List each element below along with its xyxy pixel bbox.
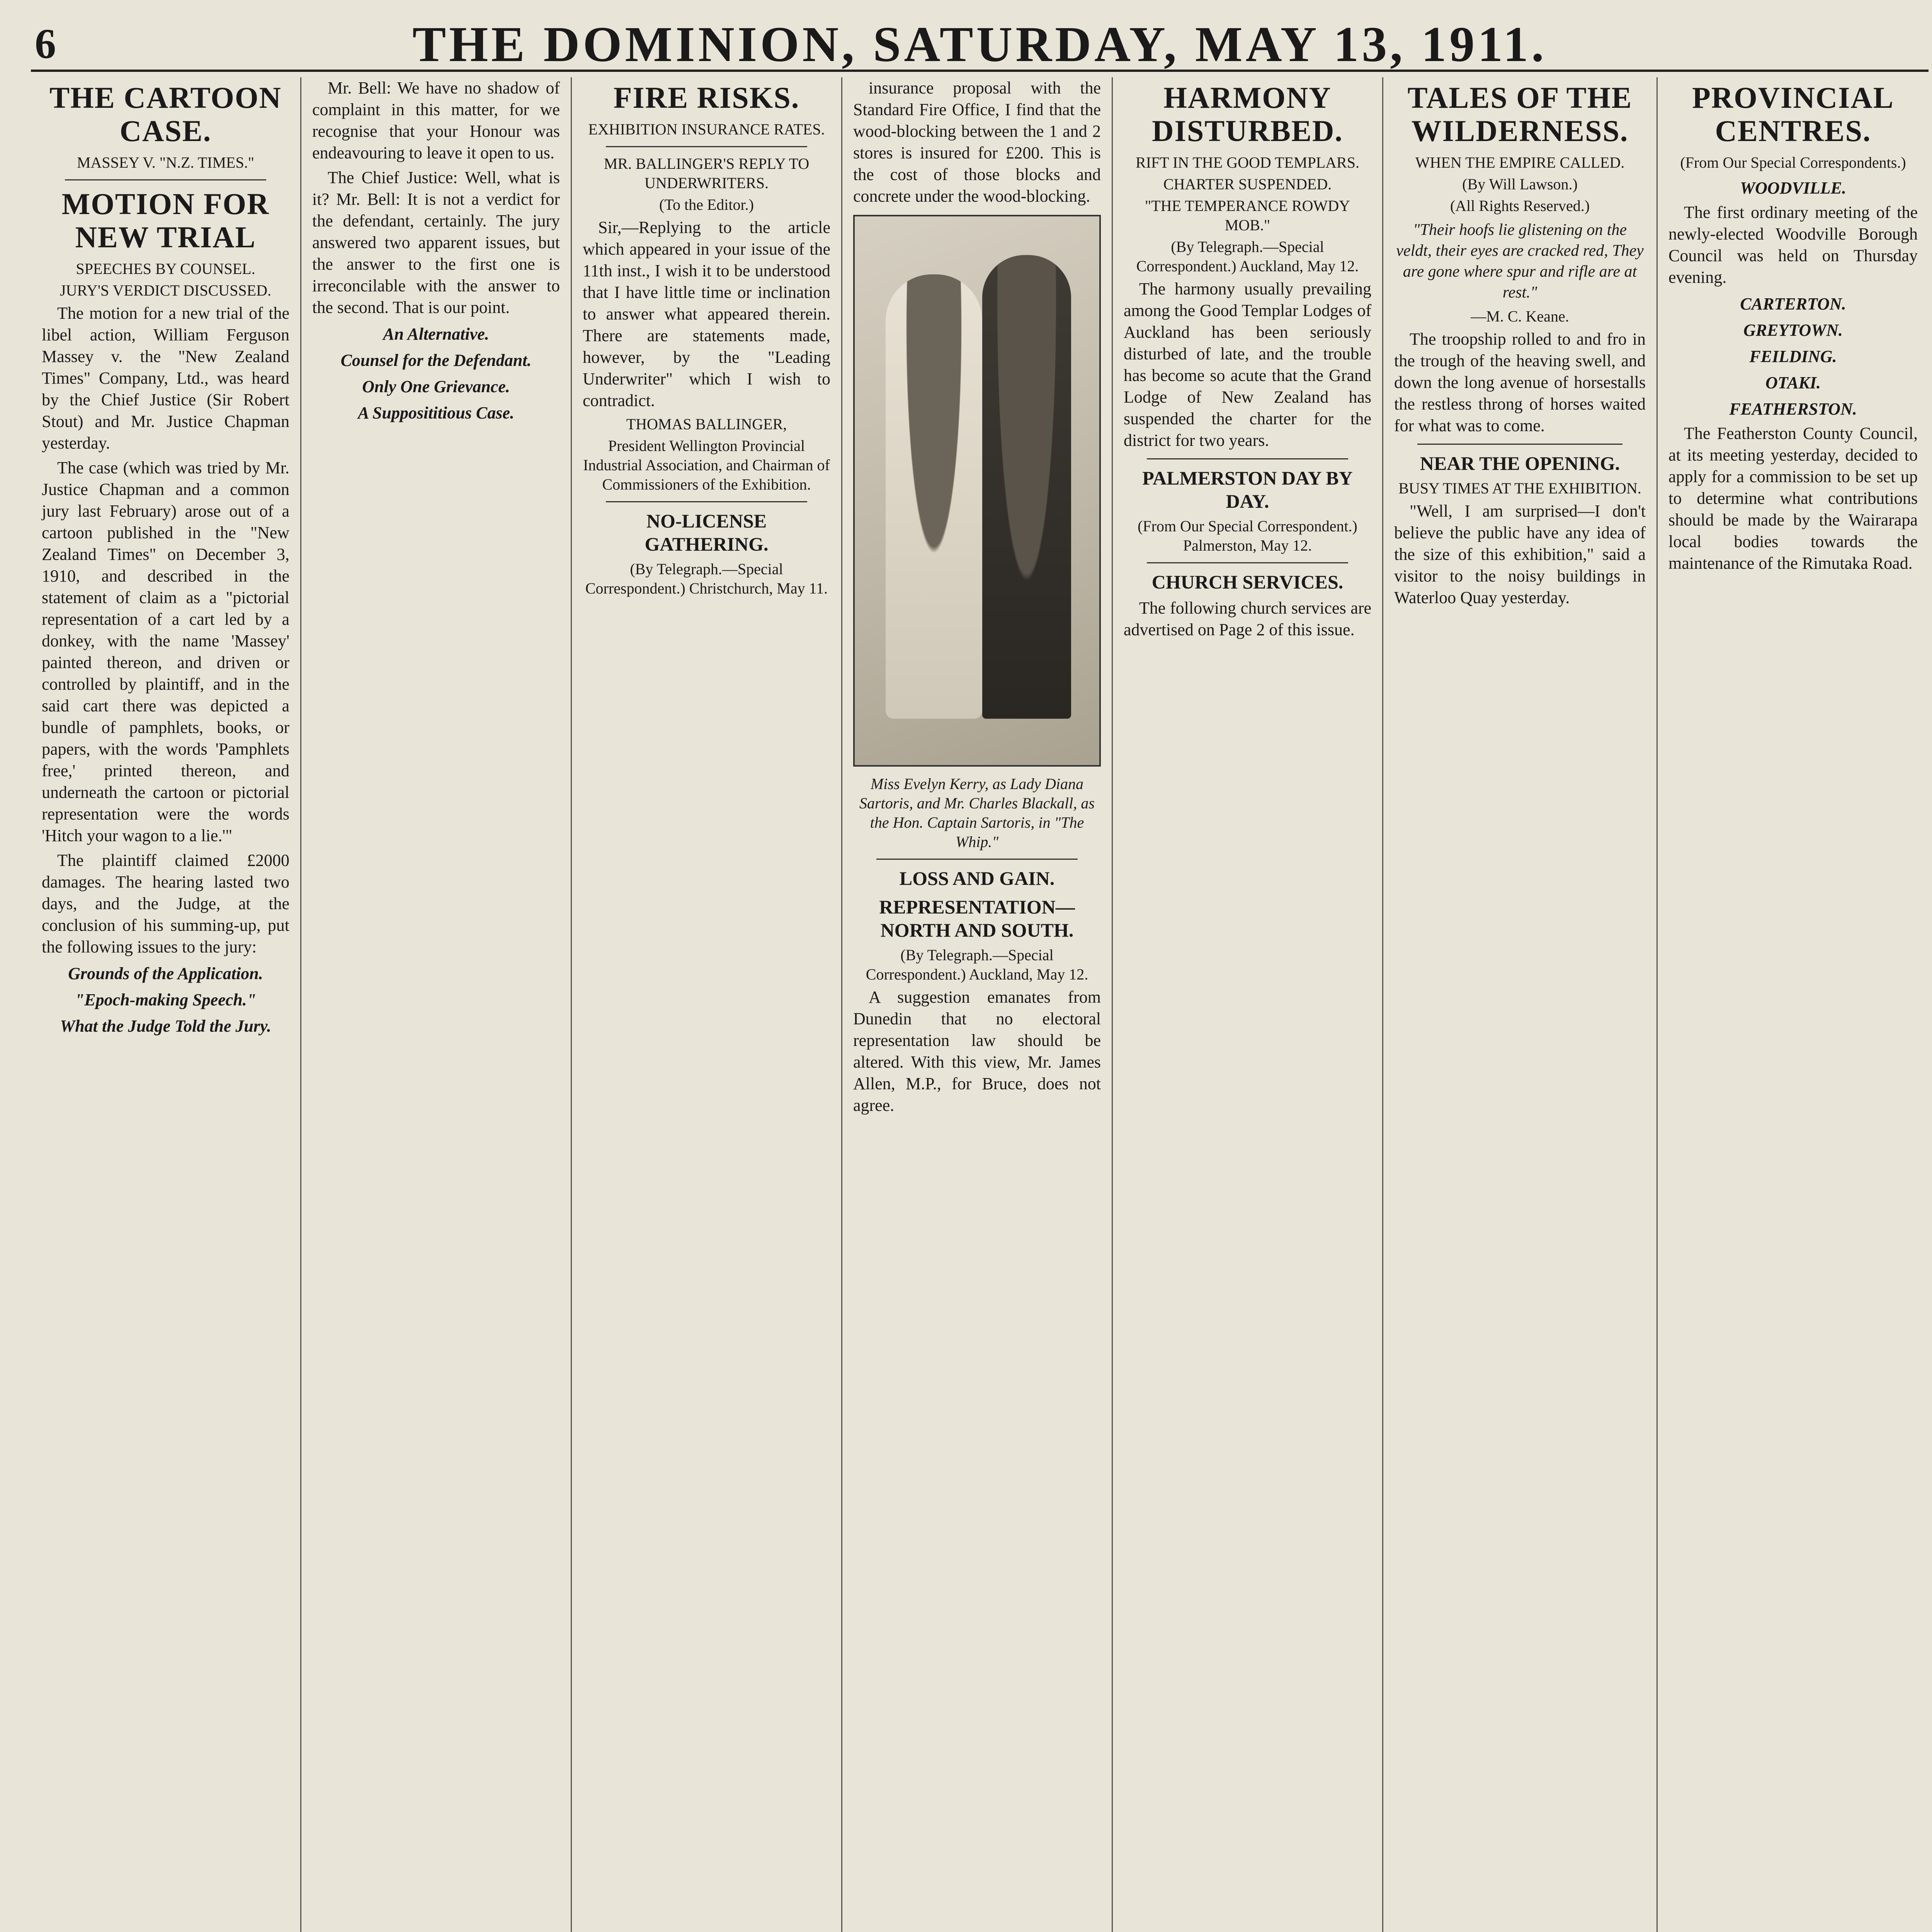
headline-harmony: HARMONY DISTURBED. — [1152, 81, 1343, 148]
paragraph: Mr. Bell: We have no shadow of complaint in this matter, for we recognise that your Honour was endeavouring to leave it open to us. — [312, 78, 560, 162]
subhead: JURY'S VERDICT DISCUSSED. — [60, 282, 271, 299]
dateline: (By Telegraph.—Special Correspondent.) Auckland, May 12. — [1136, 238, 1359, 275]
subhead: WHEN THE EMPIRE CALLED. — [1415, 154, 1625, 171]
subhead: RIFT IN THE GOOD TEMPLARS. — [1136, 154, 1359, 171]
dateline: (By Telegraph.—Special Correspondent.) Auckland, May 12. — [866, 946, 1088, 983]
paragraph: The Featherston County Council, at its meeting yesterday, decided to apply for a commission to be set up to determine what contributions should be made by the Wairarapa local bodies towards the maintenance of the Rimutaka Road. — [1668, 424, 1918, 573]
column-1 — [31, 77, 301, 1932]
headline-loss-gain: LOSS AND GAIN. — [899, 867, 1055, 889]
headline-fire-risks: FIRE RISKS. — [613, 81, 800, 114]
signature-title: President Wellington Provincial Industrial Association, and Chairman of Commissioners of the Exhibition. — [583, 437, 830, 493]
section-heading: "Epoch-making Speech." — [75, 990, 257, 1009]
paragraph: The first ordinary meeting of the newly-elected Woodville Borough Council was held on Thursday evening. — [1668, 203, 1918, 287]
place-heading: CARTERTON. — [1740, 294, 1846, 313]
paragraph: The motion for a new trial of the libel action, William Ferguson Massey v. the "New Zealand Times" Company, Ltd., was heard by the Chief Justice (Sir Robert Stout) and Mr. Justice Chapman yesterday. — [42, 304, 289, 452]
paragraph: The Chief Justice: Well, what is it? Mr. Bell: It is not a verdict for the defendant, certainly. The jury answered two apparent issues, but the answer to the first one is irreconcilable with the answer to the second. That is our point. — [312, 168, 560, 317]
paragraph: A suggestion emanates from Dunedin that no electoral representation law should be altered. With this view, Mr. James Allen, M.P., for Bruce, does not agree. — [853, 988, 1101, 1115]
headline-motion: MOTION FOR NEW TRIAL — [61, 187, 270, 254]
figure-woman — [886, 274, 982, 719]
columns — [31, 77, 1929, 1932]
paragraph: "Well, I am surprised—I don't believe the public have any idea of the size of this exhibition," said a visitor to the noisy buildings in Waterloo Quay yesterday. — [1394, 502, 1646, 607]
column-5 — [1113, 77, 1383, 1932]
subhead: EXHIBITION INSURANCE RATES. — [588, 121, 825, 138]
place-heading: WOODVILLE. — [1740, 179, 1847, 197]
paragraph: Sir,—Replying to the article which appeared in your issue of the 11th inst., I wish it to be understood that I have little time or inclination to answer what appeared therein. There are statements made, however, by the "Leading Underwriter" which I wish to contradict. — [583, 218, 830, 410]
column-6 — [1383, 77, 1658, 1932]
paragraph: The case (which was tried by Mr. Justice Chapman and a common jury last February) arose out of a cartoon published in the "New Zealand Times" on December 3, 1910, and described in the statement of claim as a "pictorial representation of a cart led by a donkey, with the name 'Massey' painted thereon, and driven or controlled by plaintiff, and in the said cart there was depicted a bundle of pamphlets, books, or papers, with the words 'Pamphlets free,' printed thereon, and underneath the cartoon or pictorial representation were the words 'Hitch your wagon to a lie.'" — [42, 458, 289, 845]
subhead: BUSY TIMES AT THE EXHIBITION. — [1398, 480, 1641, 497]
section-heading: Only One Grievance. — [362, 377, 510, 396]
headline-representation: REPRESENTATION—NORTH AND SOUTH. — [879, 896, 1075, 941]
place-heading: FEATHERSTON. — [1729, 400, 1857, 418]
divider — [606, 501, 807, 502]
byline: (By Will Lawson.) — [1462, 175, 1578, 193]
column-2 — [301, 77, 572, 1932]
column-4 — [842, 77, 1113, 1932]
place-heading: FEILDING. — [1749, 347, 1837, 366]
figure-man — [982, 255, 1071, 719]
column-3 — [572, 77, 842, 1932]
section-heading: Counsel for the Defendant. — [340, 351, 532, 370]
signature: THOMAS BALLINGER, — [626, 415, 787, 433]
subhead: MR. BALLINGER'S REPLY TO UNDERWRITERS. — [604, 155, 810, 192]
divider — [876, 859, 1078, 860]
section-heading: What the Judge Told the Jury. — [60, 1017, 271, 1036]
divider — [606, 146, 807, 147]
epigraph: "Their hoofs lie glistening on the veldt, their eyes are cracked red, They are gone where spur and rifle are at rest." — [1396, 221, 1644, 301]
paragraph: The plaintiff claimed £2000 damages. The hearing lasted two days, and the Judge, at the conclusion of his summing-up, put the following issues to the jury: — [42, 851, 289, 956]
subhead: "THE TEMPERANCE ROWDY MOB." — [1145, 197, 1350, 234]
headline-tales: TALES OF THE WILDERNESS. — [1407, 81, 1633, 148]
divider — [1417, 444, 1622, 445]
dateline: (To the Editor.) — [659, 196, 754, 213]
headline-cartoon-case: THE CARTOON CASE. — [49, 81, 282, 148]
subhead: SPEECHES BY COUNSEL. — [76, 260, 255, 277]
rights-notice: (All Rights Reserved.) — [1450, 197, 1590, 214]
place-heading: OTAKI. — [1765, 373, 1821, 392]
subhead: MASSEY V. "N.Z. TIMES." — [77, 154, 255, 171]
headline-near-opening: NEAR THE OPENING. — [1420, 452, 1620, 474]
theatre-photograph — [853, 215, 1101, 767]
paragraph: The following church services are advertised on Page 2 of this issue. — [1124, 599, 1371, 639]
headline-no-license: NO-LICENSE GATHERING. — [645, 510, 769, 555]
paragraph: The troopship rolled to and fro in the trough of the heaving swell, and down the long avenue of horsestalls the restless throng of horses waited for what was to come. — [1394, 330, 1646, 435]
section-heading: A Supposititious Case. — [358, 403, 514, 422]
dateline: (From Our Special Correspondent.) Palmerston, May 12. — [1138, 517, 1357, 554]
place-heading: GREYTOWN. — [1743, 321, 1843, 340]
headline-church-services: CHURCH SERVICES. — [1151, 571, 1344, 593]
paragraph: The harmony usually prevailing among the Good Templar Lodges of Auckland has been seriously disturbed of late, and the trouble has become so acute that the Grand Lodge of New Zealand has suspended the charter for the district for two years. — [1124, 279, 1371, 450]
headline-provincial: PROVINCIAL CENTRES. — [1692, 81, 1894, 148]
masthead — [31, 12, 1929, 72]
subhead: (From Our Special Correspondents.) — [1680, 154, 1906, 171]
subhead: CHARTER SUSPENDED. — [1163, 175, 1332, 193]
divider — [65, 179, 266, 180]
column-7 — [1658, 77, 1929, 1932]
page-number: 6 — [35, 20, 56, 67]
epigraph-attribution: —M. C. Keane. — [1471, 308, 1569, 325]
section-heading: Grounds of the Application. — [68, 964, 263, 983]
section-heading: An Alternative. — [383, 325, 489, 344]
headline-palmerston: PALMERSTON DAY BY DAY. — [1142, 467, 1353, 512]
paragraph: insurance proposal with the Standard Fire Office, I find that the wood-blocking between the 1 and 2 stores is insured for £200. This is the cost of those blocks and concrete under the wood-blocking. — [853, 78, 1101, 206]
photo-caption: Miss Evelyn Kerry, as Lady Diana Sartoris, and Mr. Charles Blackall, as the Hon. Captain Sartoris, in "The Whip." — [859, 775, 1095, 850]
dateline: (By Telegraph.—Special Correspondent.) Christchurch, May 11. — [585, 560, 828, 597]
paper-title: THE DOMINION, SATURDAY, MAY 13, 1911. — [412, 17, 1547, 72]
divider — [1147, 458, 1348, 459]
divider — [1147, 562, 1348, 563]
